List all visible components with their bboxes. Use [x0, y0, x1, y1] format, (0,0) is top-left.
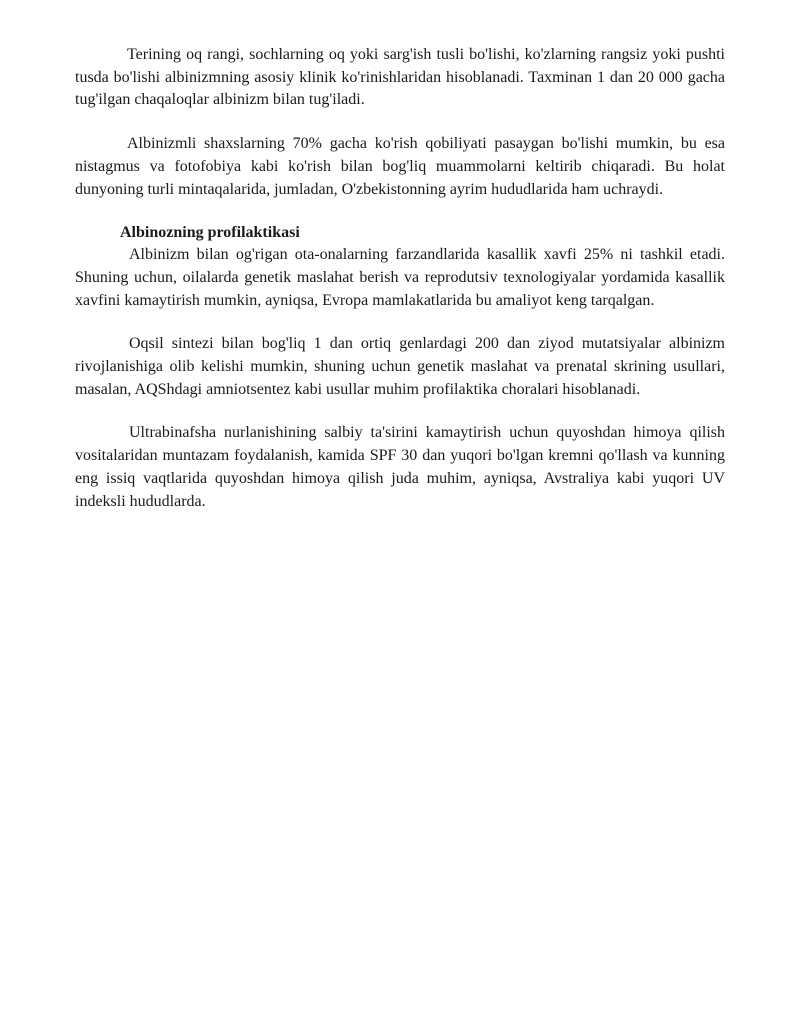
paragraph-genetic-counseling: Albinizm bilan og'rigan ota-onalarning farzandlarida kasallik xavfi 25% ni tashkil etadi. Shuning uchun, oilalarda genetik maslahat berish va reprodutsiv texnologiyalar yordamida kasallik xavfini kamaytirish mumkin, ayniqsa, Evropa mamlakatlarida bu amaliyot keng tarqalgan.	[75, 246, 725, 309]
section-heading-prevention: Albinozning profilaktikasi	[120, 224, 300, 242]
paragraph-vision-problems: Albinizmli shaxslarning 70% gacha ko'rish qobiliyati pasaygan bo'lishi mumkin, bu esa nistagmus va fotofobiya kabi ko'rish bilan bog'liq muammolarni keltirib chiqaradi. Bu holat dunyoning turli mintaqalarida, jumladan, O'zbekistonning ayrim hududlarida ham uchraydi.	[75, 135, 725, 198]
paragraph-sun-protection: Ultrabinafsha nurlanishining salbiy ta'sirini kamaytirish uchun quyoshdan himoya qilish vositalaridan muntazam foydalanish, kamida SPF 30 dan yuqori bo'lgan kremni qo'llash va kunning eng issiq vaqtlarida quyoshdan himoya qilish juda muhim, ayniqsa, Avstraliya kabi yuqori UV indeksli hududlarda.	[75, 424, 725, 510]
paragraph-mutations: Oqsil sintezi bilan bog'liq 1 dan ortiq genlardagi 200 dan ziyod mutatsiyalar albinizm rivojlanishiga olib kelishi mumkin, shuning uchun genetik maslahat va prenatal skrining usullari, masalan, AQShdagi amniotsentez kabi usullar muhim profilaktika choralari hisoblanadi.	[75, 335, 725, 398]
document-page	[75, 44, 725, 513]
paragraph-clinical-signs: Terining oq rangi, sochlarning oq yoki sarg'ish tusli bo'lishi, ko'zlarning rangsiz yoki pushti tusda bo'lishi albinizmning asosiy klinik ko'rinishlaridan hisoblanadi. Taxminan 1 dan 20 000 gacha tug'ilgan chaqaloqlar albinizm bilan tug'iladi.	[75, 46, 725, 109]
